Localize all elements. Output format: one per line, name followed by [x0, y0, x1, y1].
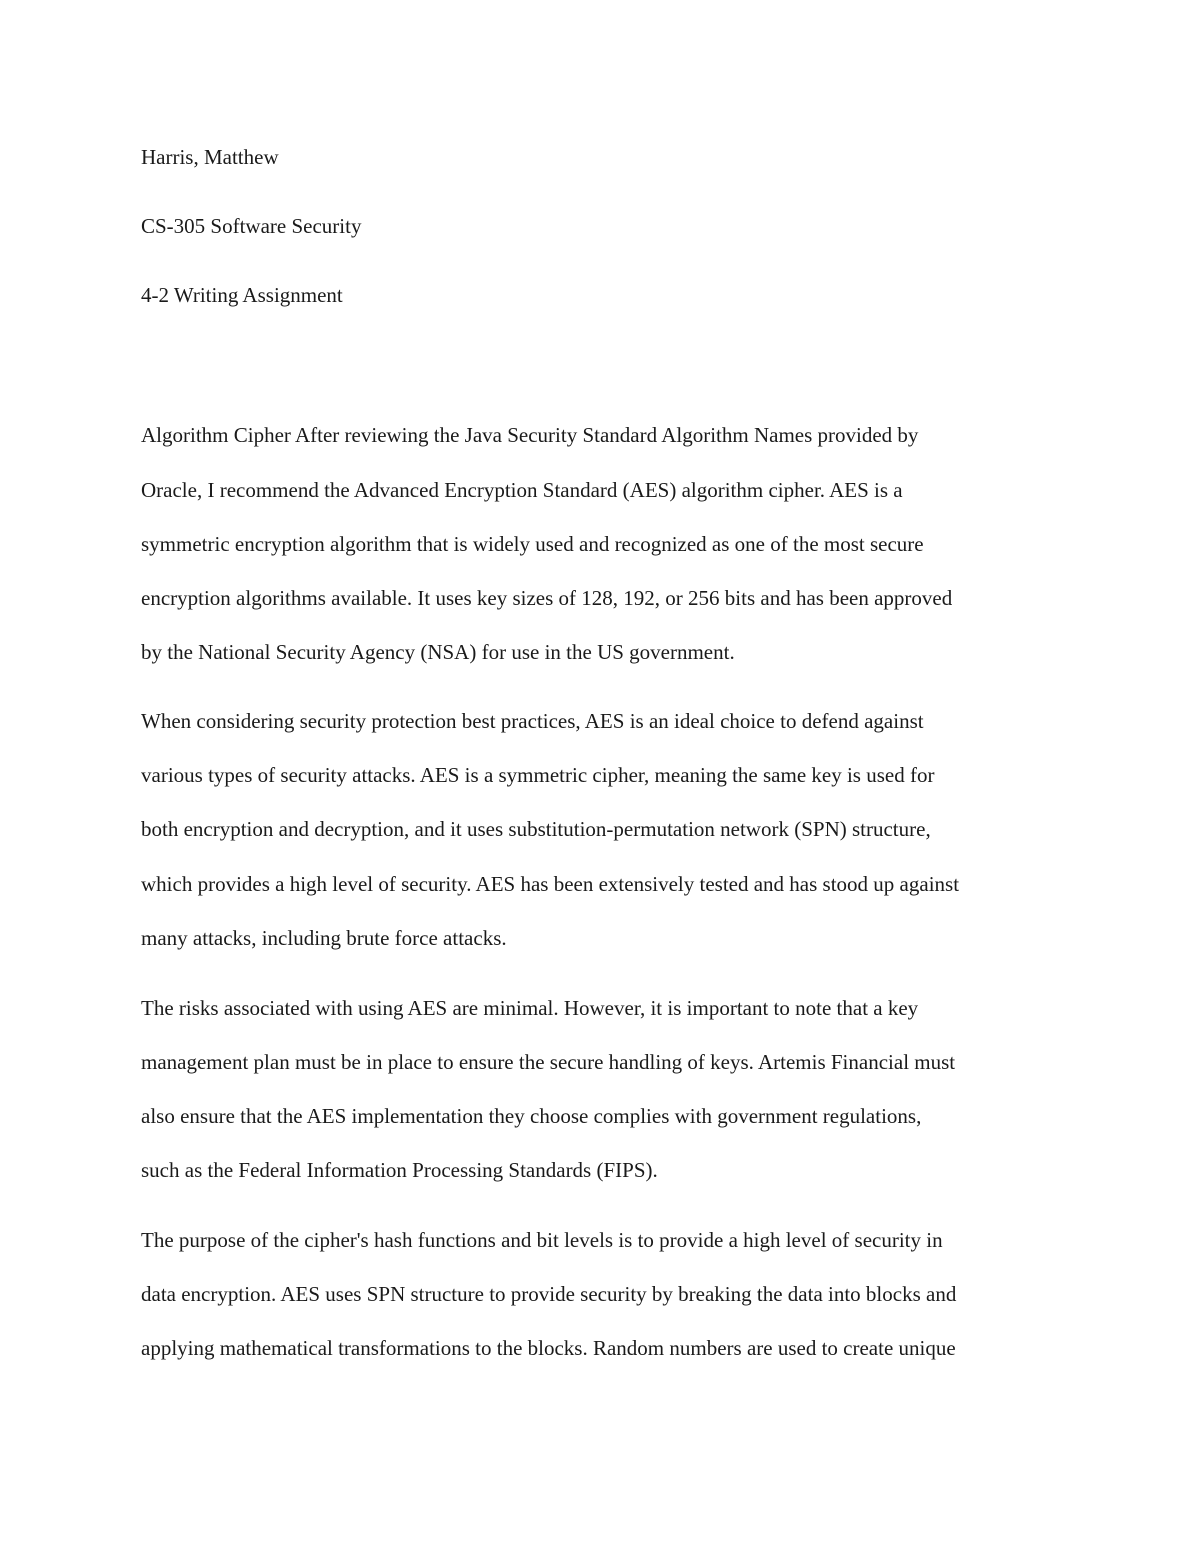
paragraph-2-line-1: When considering security protection best practices, AES is an ideal choice to defend against [141, 709, 924, 733]
paragraph-1-line-2: Oracle, I recommend the Advanced Encryption Standard (AES) algorithm cipher. AES is a [141, 478, 903, 502]
paragraph-2-line-5: many attacks, including brute force attacks. [141, 926, 507, 950]
paragraph-4-line-3: applying mathematical transformations to the blocks. Random numbers are used to create unique [141, 1336, 956, 1360]
paragraph-1-line-1: Algorithm Cipher After reviewing the Java Security Standard Algorithm Names provided by [141, 423, 919, 447]
paragraph-2-line-4: which provides a high level of security. AES has been extensively tested and has stood up against [141, 872, 960, 896]
assignment-title: 4-2 Writing Assignment [141, 283, 343, 307]
paragraph-1-line-4: encryption algorithms available. It uses key sizes of 128, 192, or 256 bits and has been approved [141, 586, 953, 610]
paragraph-2-line-2: various types of security attacks. AES is a symmetric cipher, meaning the same key is used for [141, 763, 935, 787]
paragraph-4-line-2: data encryption. AES uses SPN structure to provide security by breaking the data into blocks and [141, 1282, 957, 1306]
paragraph-4-line-1: The purpose of the cipher's hash functions and bit levels is to provide a high level of security in [141, 1228, 943, 1252]
paragraph-1-line-3: symmetric encryption algorithm that is widely used and recognized as one of the most secure [141, 532, 924, 556]
paragraph-3-line-2: management plan must be in place to ensure the secure handling of keys. Artemis Financial must [141, 1050, 956, 1074]
course-title: CS-305 Software Security [141, 214, 362, 238]
paragraph-1-line-5: by the National Security Agency (NSA) for use in the US government. [141, 640, 735, 664]
paragraph-3-line-3: also ensure that the AES implementation they choose complies with government regulations, [141, 1104, 922, 1128]
author-name: Harris, Matthew [141, 145, 279, 169]
paragraph-2-line-3: both encryption and decryption, and it uses substitution-permutation network (SPN) structure, [141, 817, 931, 841]
paragraph-3-line-1: The risks associated with using AES are minimal. However, it is important to note that a key [141, 996, 919, 1020]
paragraph-3-line-4: such as the Federal Information Processing Standards (FIPS). [141, 1158, 658, 1182]
